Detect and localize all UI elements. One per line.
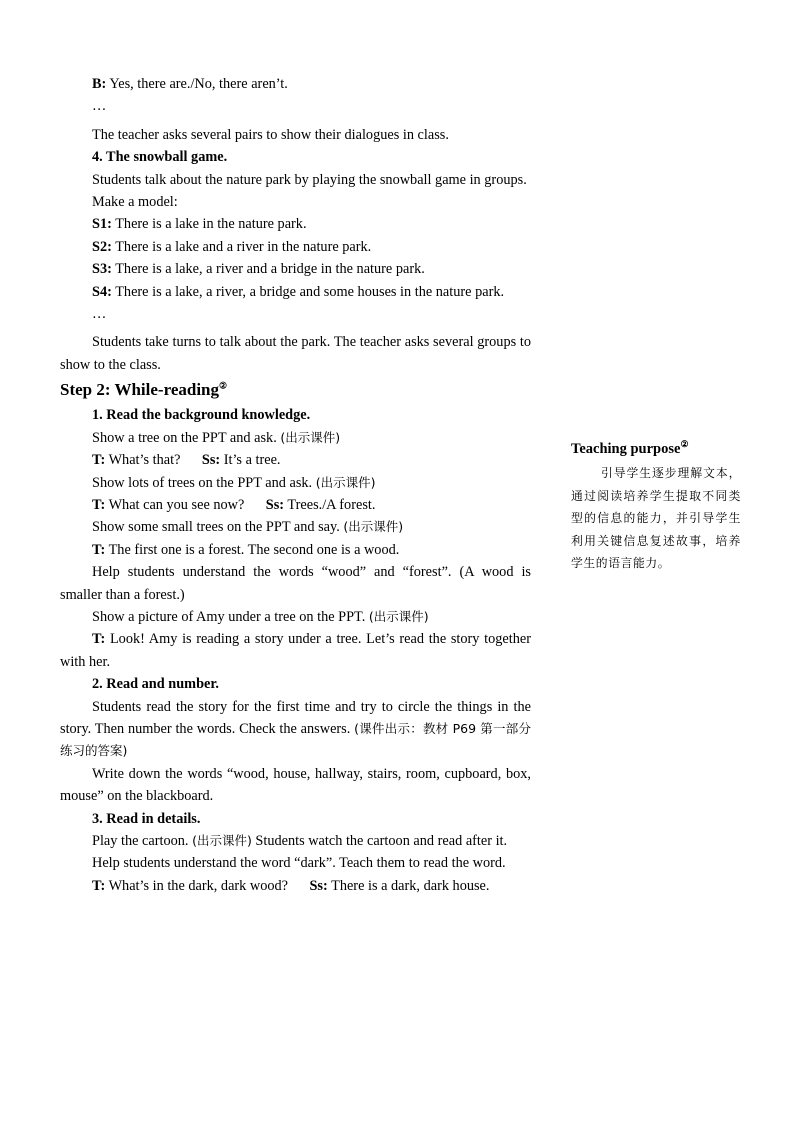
paragraph: Students read the story for the first time and try to circle the things in the story. Then number the words. Check the answers. (课件出示：教材 P69 第一部分练习的答案): [60, 698, 531, 759]
section-heading: 2. Read and number.: [92, 676, 219, 693]
dialogue-line: T: Look! Amy is reading a story under a tree. Let’s read the story together with her.: [60, 631, 531, 670]
paragraph: Show a tree on the PPT and ask. (出示课件): [92, 429, 341, 446]
dialogue-line: T: What can you see now? Ss: Trees./A forest.: [92, 496, 376, 513]
paragraph: Play the cartoon. (出示课件) Students watch the cartoon and read after it.: [92, 833, 508, 849]
paragraph: The teacher asks several pairs to show their dialogues in class.: [92, 126, 449, 143]
section-heading: 3. Read in details.: [92, 810, 201, 827]
dialogue-line: S3: There is a lake, a river and a bridge in the nature park.: [92, 261, 425, 278]
section-heading: 4. The snowball game.: [92, 149, 228, 166]
dialogue-line: S4: There is a lake, a river, a bridge and some houses in the nature park.: [92, 283, 505, 300]
paragraph: Show some small trees on the PPT and say. (出示课件): [92, 519, 404, 536]
dialogue-line: T: What’s that? Ss: It’s a tree.: [92, 452, 281, 469]
dialogue-line: T: The first one is a forest. The second one is a wood.: [92, 541, 400, 558]
sidebar-body: 引导学生逐步理解文本，通过阅读培养学生提取不同类型的信息的能力，并引导学生利用关键信息复述故事，培养学生的语言能力。: [571, 466, 741, 571]
paragraph: Show a picture of Amy under a tree on the PPT. (出示课件): [92, 608, 429, 625]
footnote-mark: ②: [219, 380, 228, 391]
paragraph: Show lots of trees on the PPT and ask. (出示课件): [92, 474, 376, 491]
paragraph: Write down the words “wood, house, hallway, stairs, room, cupboard, box, mouse” on the blackboard.: [60, 765, 531, 805]
paragraph: Students talk about the nature park by playing the snowball game in groups.: [92, 171, 527, 188]
step-heading: Step 2: While-reading②: [60, 380, 228, 400]
dialogue-line: S1: There is a lake in the nature park.: [92, 216, 307, 233]
paragraph: Make a model:: [92, 194, 178, 211]
paragraph: Students take turns to talk about the park. The teacher asks several groups to show to the class.: [60, 334, 531, 373]
ellipsis: …: [92, 98, 107, 115]
paragraph: Help students understand the word “dark”. Teach them to read the word.: [92, 855, 506, 872]
sidebar-title: Teaching purpose②: [571, 439, 689, 457]
section-heading: 1. Read the background knowledge.: [92, 407, 311, 424]
dialogue-line: T: What’s in the dark, dark wood? Ss: There is a dark, dark house.: [92, 877, 490, 894]
footnote-mark: ②: [680, 439, 689, 450]
dialogue-line: S2: There is a lake and a river in the nature park.: [92, 238, 372, 255]
ellipsis: …: [92, 306, 107, 323]
dialogue-line: B: Yes, there are./No, there aren’t.: [92, 76, 288, 92]
lesson-plan-main: [60, 73, 531, 897]
paragraph: Help students understand the words “wood” and “forest”. (A wood is smaller than a forest.): [60, 564, 531, 603]
teaching-purpose-sidebar: [571, 438, 741, 574]
